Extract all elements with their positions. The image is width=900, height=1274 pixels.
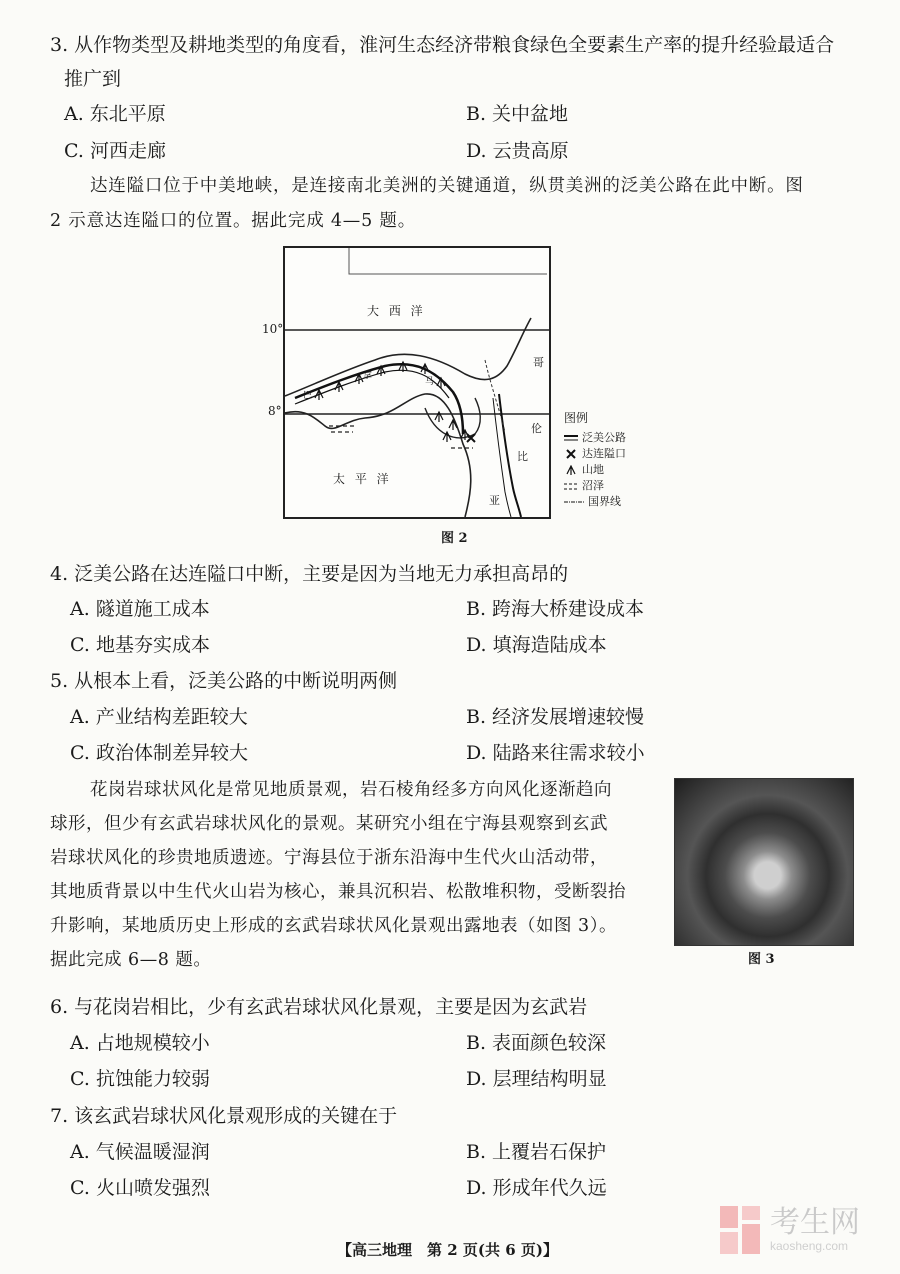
intro-4-5-line1-text: 达连隘口位于中美地峡，是连接南北美洲的关键通道，纵贯美洲的泛美公路在此中断。图: [90, 176, 804, 196]
lat-10-label: 10°: [262, 322, 284, 336]
highway-symbol-icon: [564, 434, 578, 442]
figure3-photo: [674, 778, 854, 946]
q6-stem: 6. 与花岗岩相比，少有玄武岩球状风化景观，主要是因为玄武岩: [50, 996, 588, 1018]
intro-6-8-line3: 岩球状风化的珍贵地质遗迹。宁海县位于浙东沿海中生代火山活动带，: [50, 848, 608, 868]
intro-6-8-line1: 花岗岩球状风化是常见地质景观，岩石棱角经多方向风化逐渐趋向: [90, 780, 612, 800]
panama-char-3: 马: [425, 377, 435, 387]
intro-6-8-line2: 球形，但少有玄武岩球状风化的景观。某研究小组在宁海县观察到玄武: [50, 814, 608, 834]
legend-row-border: [564, 494, 626, 510]
q7-option-a: A. 气候温暖湿润: [70, 1141, 210, 1163]
intro-4-5-line2: 2 示意达连隘口的位置。据此完成 4—5 题。: [50, 211, 416, 231]
page-footer: 【高三地理 第 2 页(共 6 页)】: [337, 1241, 558, 1259]
legend-highway-label: 泛美公路: [582, 431, 626, 444]
legend-swamp-label: 沼泽: [582, 479, 604, 492]
q7-option-c: C. 火山喷发强烈: [70, 1177, 210, 1199]
figure2-caption: 图 2: [441, 531, 468, 546]
q6-option-c: C. 抗蚀能力较弱: [70, 1068, 210, 1090]
legend-title: 图例: [564, 411, 589, 425]
watermark-url: kaosheng.com: [770, 1239, 849, 1253]
legend-gap-label: 达连隘口: [582, 447, 626, 460]
intro-6-8-line4: 其地质背景以中生代火山岩为核心，兼具沉积岩、松散堆积物，受断裂抬: [50, 882, 626, 902]
q7-stem: 7. 该玄武岩球状风化景观形成的关键在于: [50, 1105, 398, 1127]
mountain-icon: [564, 465, 578, 475]
darien-map-drawing: [285, 248, 549, 517]
colombia-char-4: 亚: [489, 494, 500, 507]
legend-row-gap: [564, 446, 626, 462]
q5-option-d: D. 陆路来往需求较小: [466, 742, 645, 764]
q3-stem-line1: 3. 从作物类型及耕地类型的角度看，淮河生态经济带粮食绿色全要素生产率的提升经验最适合: [50, 34, 835, 56]
watermark-brand: 考生网: [770, 1206, 860, 1239]
colombia-char-3: 比: [517, 450, 528, 463]
legend-row-mountain: [564, 462, 626, 478]
q3-option-b: B. 关中盆地: [466, 103, 569, 125]
legend-mountain-label: 山地: [582, 463, 604, 476]
panama-char-2: 拿: [363, 371, 373, 381]
q6-option-a: A. 占地规模较小: [70, 1032, 210, 1054]
q5-option-a: A. 产业结构差距较大: [70, 706, 248, 728]
q7-option-b: B. 上覆岩石保护: [466, 1141, 607, 1163]
q3-option-c: C. 河西走廊: [64, 140, 166, 162]
colombia-char-1: 哥: [533, 356, 544, 369]
q3-option-a: A. 东北平原: [64, 103, 166, 125]
colombia-char-2: 伦: [531, 422, 542, 435]
legend-border-label: 国界线: [588, 495, 621, 508]
pacific-label: 太 平 洋: [333, 472, 392, 486]
intro-6-8-line6: 据此完成 6—8 题。: [50, 950, 212, 970]
q3-stem-line2: 推广到: [64, 68, 122, 90]
atlantic-label: 大 西 洋: [367, 304, 426, 318]
q4-option-b: B. 跨海大桥建设成本: [466, 598, 645, 620]
site-watermark: [718, 1198, 888, 1262]
kaosheng-logo-icon: [718, 1204, 762, 1256]
panama-char-1: 巴: [303, 391, 313, 401]
q5-option-b: B. 经济发展增速较慢: [466, 706, 645, 728]
q4-option-d: D. 填海造陆成本: [466, 634, 607, 656]
legend-row-swamp: [564, 478, 626, 494]
lat-8-label: 8°: [268, 404, 282, 418]
border-line-icon: [564, 497, 584, 507]
figure2-legend: [564, 410, 626, 510]
q7-option-d: D. 形成年代久远: [466, 1177, 607, 1199]
q5-stem: 5. 从根本上看，泛美公路的中断说明两侧: [50, 670, 398, 692]
intro-6-8-line5: 升影响，某地质历史上形成的玄武岩球状风化景观出露地表（如图 3）。: [50, 916, 617, 936]
q5-option-c: C. 政治体制差异较大: [70, 742, 248, 764]
swamp-icon: [564, 481, 578, 491]
q4-option-a: A. 隧道施工成本: [70, 598, 210, 620]
figure2-map: [283, 246, 551, 519]
figure3-caption: 图 3: [748, 952, 775, 967]
q6-option-d: D. 层理结构明显: [466, 1068, 607, 1090]
q3-option-d: D. 云贵高原: [466, 140, 569, 162]
q4-option-c: C. 地基夯实成本: [70, 634, 210, 656]
q4-stem: 4. 泛美公路在达连隘口中断，主要是因为当地无力承担高昂的: [50, 563, 569, 585]
cross-icon: [564, 449, 578, 459]
q6-option-b: B. 表面颜色较深: [466, 1032, 607, 1054]
legend-row-highway: [564, 430, 626, 446]
